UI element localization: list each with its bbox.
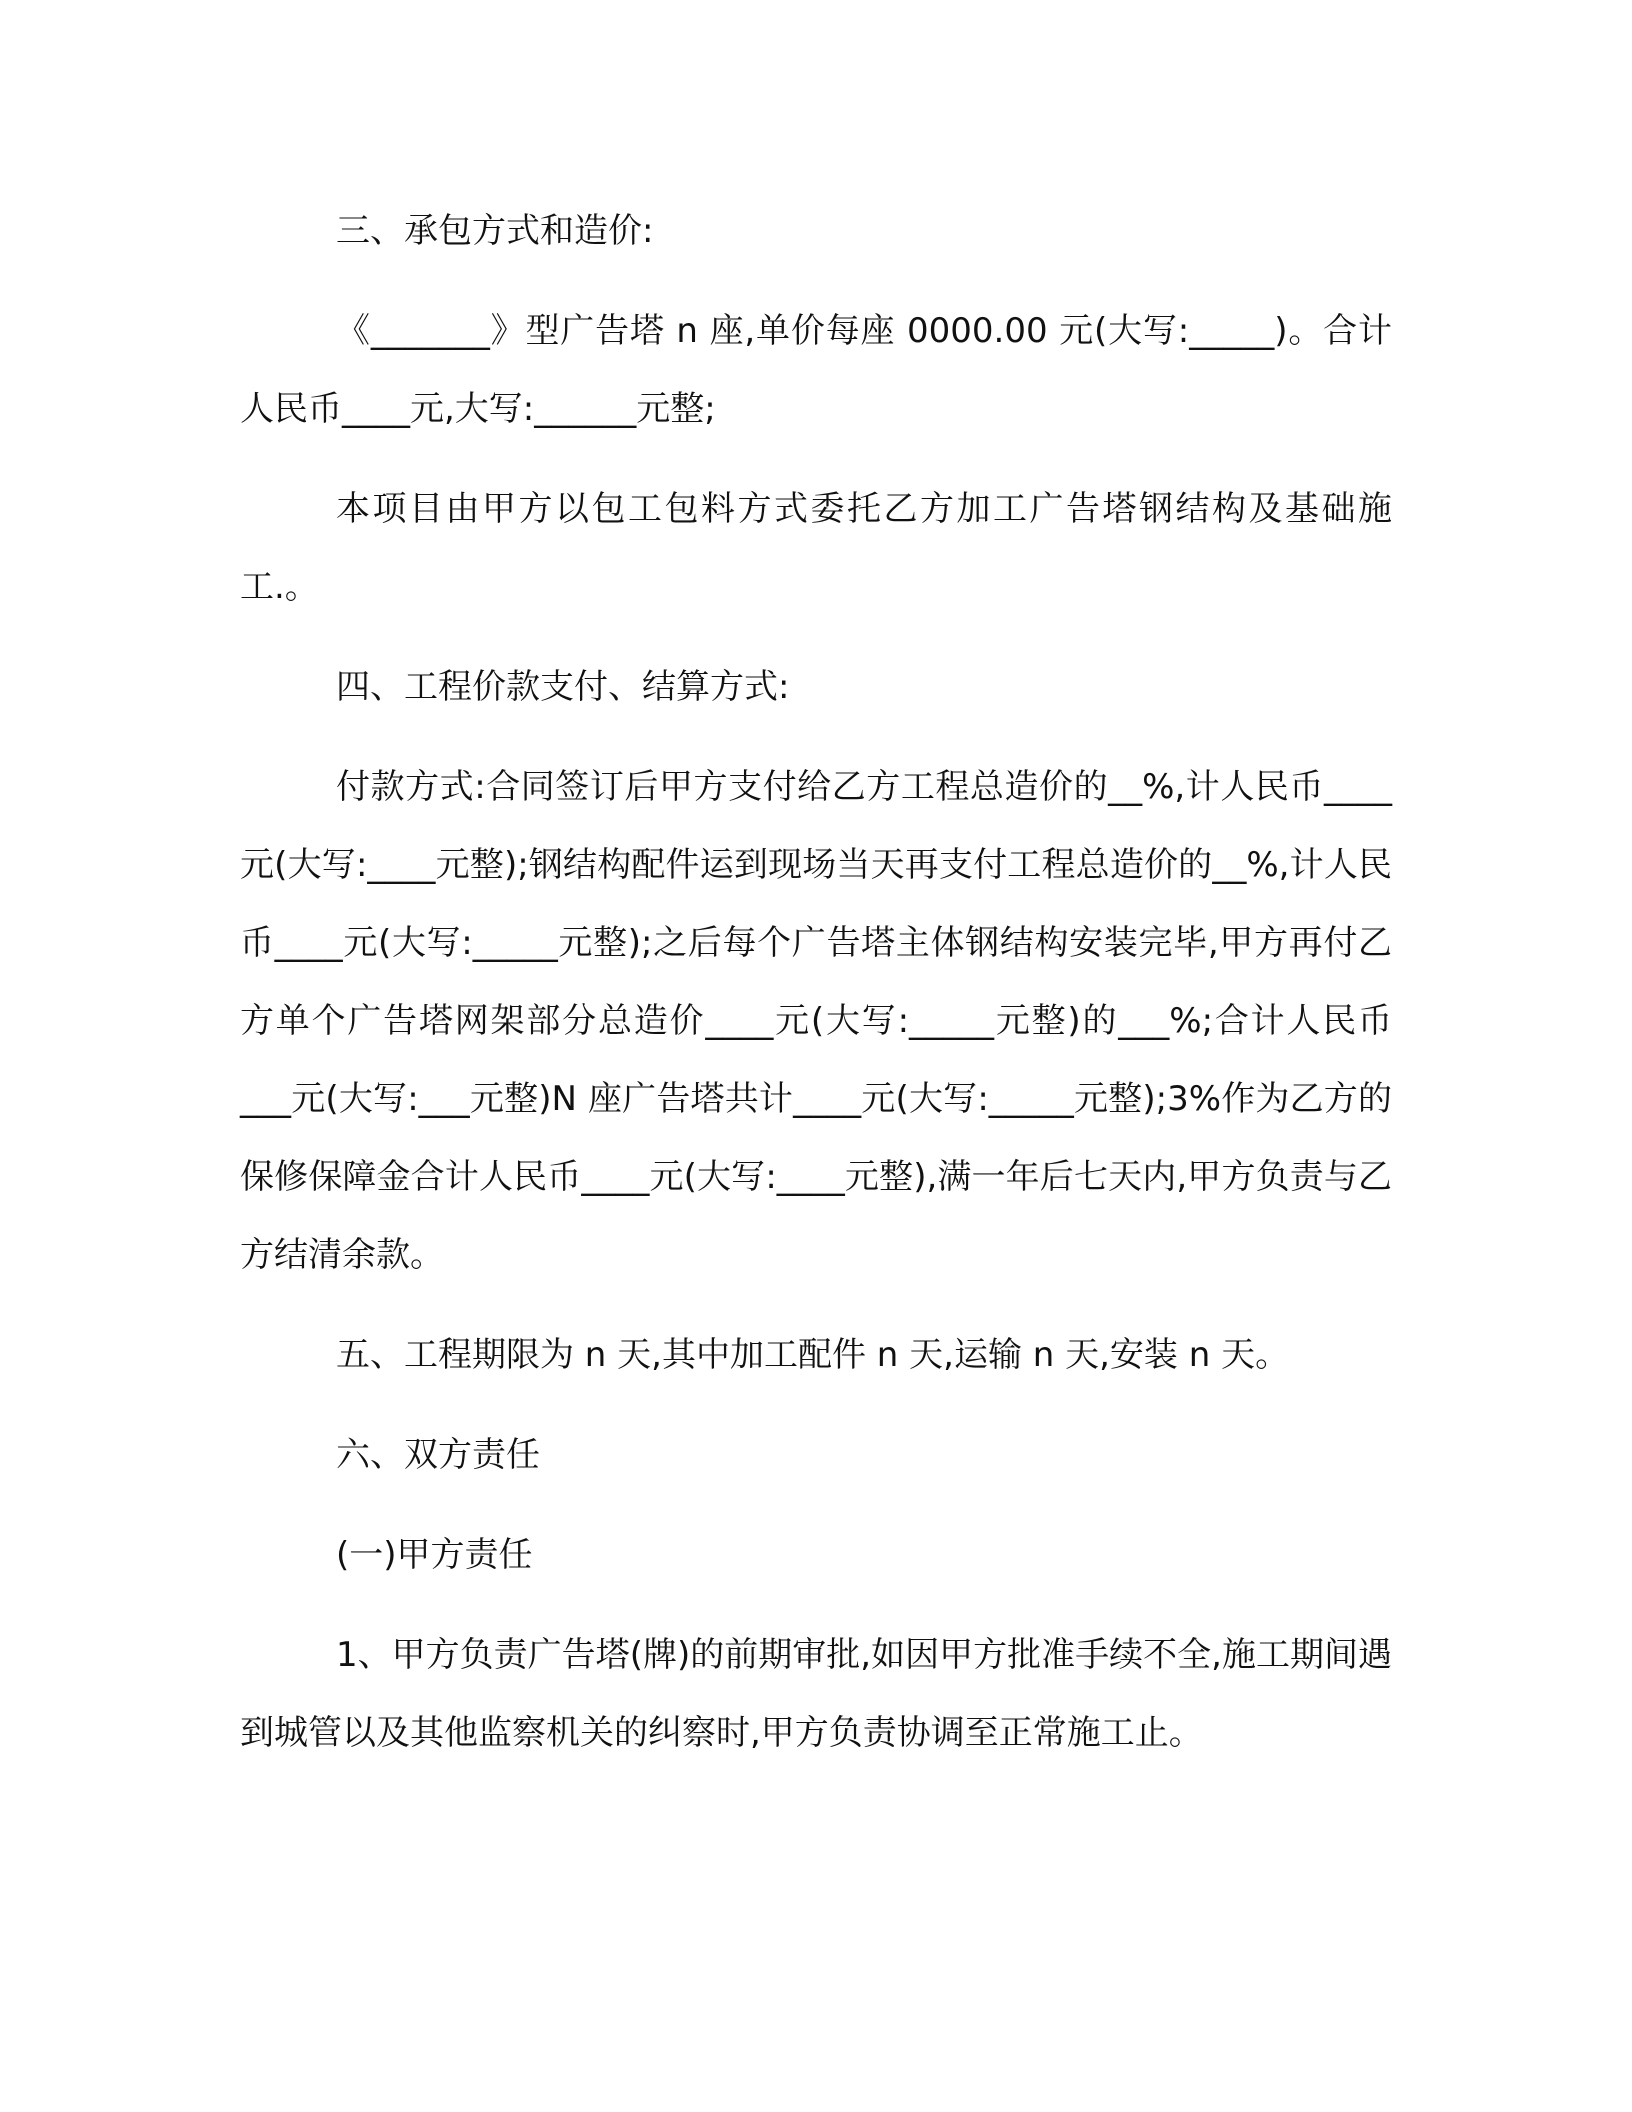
document-body [240, 192, 1392, 1794]
section-6-item-1-paragraph: 1、甲方负责广告塔(牌)的前期审批,如因甲方批准手续不全,施工期间遇到城管以及其他监察机关的纠察时,甲方负责协调至正常施工止。 [240, 1635, 1392, 1753]
section-3-scope-paragraph: 本项目由甲方以包工包料方式委托乙方加工广告塔钢结构及基础施工.。 [240, 489, 1392, 607]
section-3-pricing-paragraph: 《_______》型广告塔 n 座,单价每座 0000.00 元(大写:_____)。合计人民币____元,大写:______元整; [240, 311, 1392, 429]
section-3-heading: 三、承包方式和造价: [336, 211, 654, 251]
section-4-heading: 四、工程价款支付、结算方式: [336, 667, 790, 707]
section-6-heading: 六、双方责任 [336, 1435, 540, 1475]
section-6-subheading-party-a: (一)甲方责任 [336, 1535, 533, 1575]
section-5-period-paragraph: 五、工程期限为 n 天,其中加工配件 n 天,运输 n 天,安装 n 天。 [336, 1335, 1290, 1375]
section-4-payment-paragraph: 付款方式:合同签订后甲方支付给乙方工程总造价的__%,计人民币____元(大写:____元整);钢结构配件运到现场当天再支付工程总造价的__%,计人民币____元(大写:_____元整);之后每个广告塔主体钢结构安装完毕,甲方再付乙方单个广告塔网架部分总造价____元(大写:_____元整)的___%;合计人民币___元(大写:___元整)N 座广告塔共计____元(大写:_____元整);3%作为乙方的保修保障金合计人民币____元(大写:____元整),满一年后七天内,甲方负责与乙方结清余款。 [240, 767, 1392, 1275]
